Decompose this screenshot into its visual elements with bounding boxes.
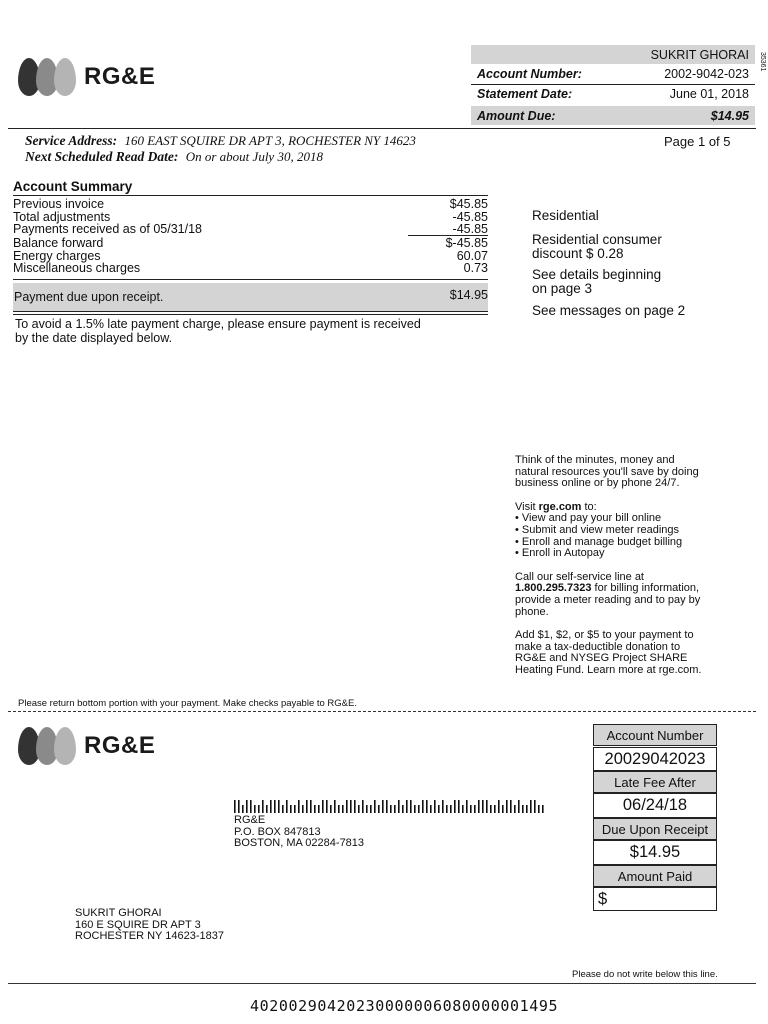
remit-line: BOSTON, MA 02284-7813: [234, 837, 365, 849]
amount-due-row: [471, 106, 755, 125]
read-date-line: [25, 149, 323, 165]
promo-line: RG&E and NYSEG Project SHARE: [515, 652, 688, 665]
leaf-icon: [16, 723, 80, 769]
due-top-rule: [13, 279, 488, 280]
summary-label: Miscellaneous charges: [13, 261, 141, 275]
customer-name-row: [471, 45, 755, 64]
leaf-icon: [16, 54, 80, 100]
summary-value: $-45.85: [445, 236, 488, 250]
tear-line: [8, 711, 756, 712]
promo-line: Heating Fund. Learn more at rge.com.: [515, 663, 702, 676]
account-summary-title: Account Summary: [13, 179, 133, 194]
brand-name: RG&E: [84, 63, 156, 90]
scanline-digits: 40200290420230000006080000001495: [250, 997, 559, 1015]
return-instruction: Please return bottom portion with your payment. Make checks payable to RG&E.: [18, 698, 357, 709]
rge-logo-stub: [16, 723, 155, 769]
side-note-line: Residential consumer: [532, 232, 662, 247]
side-note-line: on page 3: [532, 281, 593, 296]
stub-late-value: 06/24/18: [593, 793, 717, 818]
summary-label: Total adjustments: [13, 209, 111, 224]
account-number-value: 2002-9042-023: [664, 66, 749, 81]
service-address-value: 160 EAST SQUIRE DR APT 3, ROCHESTER NY 14623: [124, 133, 416, 148]
summary-row: [13, 223, 488, 235]
account-number-row: [471, 64, 755, 83]
side-note-messages: See messages on page 2: [532, 303, 686, 318]
website-link: rge.com: [538, 500, 582, 513]
read-date-value: On or about July 30, 2018: [185, 149, 323, 164]
amount-due-label: Amount Due:: [477, 108, 556, 123]
promo-bullet: • Submit and view meter readings: [515, 523, 680, 536]
stub-account-label: Account Number: [593, 724, 717, 746]
promo-line: natural resources you'll save by doing: [515, 465, 699, 478]
visit-line: Visit rge.com to:: [515, 500, 597, 513]
customer-line: 160 E SQUIRE DR APT 3: [75, 918, 201, 931]
summary-row: [13, 211, 488, 223]
customer-line: ROCHESTER NY 14623-1837: [75, 930, 224, 942]
remit-address: [234, 815, 364, 850]
side-note-line: discount $ 0.28: [532, 246, 624, 261]
summary-row: [13, 250, 488, 262]
customer-address: [75, 908, 224, 943]
promo-bullet: • Enroll and manage budget billing: [515, 535, 683, 548]
promo-line: provide a meter reading and to pay by: [515, 593, 701, 606]
side-code: 35361: [759, 52, 766, 72]
payment-due-row: [13, 283, 488, 311]
promo-line: make a tax-deductible donation to: [515, 640, 681, 653]
side-note-discount: [532, 233, 662, 261]
customer-line: SUKRIT GHORAI: [75, 907, 162, 919]
side-note-line: See details beginning: [532, 267, 662, 282]
phone-line: 1.800.295.7323 for billing information,: [515, 582, 700, 595]
amount-due-value: $14.95: [710, 108, 749, 123]
amount-paid-field[interactable]: $: [593, 887, 717, 911]
promo-line: phone.: [515, 605, 549, 618]
summary-value: $45.85: [449, 197, 488, 211]
page-number: Page 1 of 5: [664, 134, 731, 149]
summary-value: 60.07: [456, 248, 488, 263]
payment-due-value: $14.95: [449, 288, 488, 302]
due-bottom-rule-2: [13, 314, 488, 315]
side-note-residential: Residential: [532, 208, 599, 223]
summary-row: [13, 198, 488, 210]
statement-date-value: June 01, 2018: [669, 86, 749, 101]
due-bottom-rule: [13, 311, 488, 312]
read-date-label: Next Scheduled Read Date:: [25, 149, 179, 164]
promo-line: Add $1, $2, or $5 to your payment to: [515, 629, 694, 642]
stub-paid-label: Amount Paid: [593, 865, 717, 887]
summary-value: 0.73: [463, 261, 488, 275]
summary-row: [13, 237, 488, 249]
promo-block: [515, 455, 760, 677]
stub-late-label: Late Fee After: [593, 771, 717, 793]
summary-label: Previous invoice: [13, 197, 105, 211]
stub-due-value: $14.95: [593, 840, 717, 865]
phone-number: 1.800.295.7323: [515, 582, 592, 595]
statement-date-label: Statement Date:: [477, 86, 573, 101]
summary-label: Payments received as of 05/31/18: [13, 222, 203, 236]
footer-note: Please do not write below this line.: [572, 969, 718, 980]
postal-barcode-icon: [234, 800, 554, 814]
footer-rule: [8, 983, 756, 984]
summary-top-rule: [13, 195, 488, 196]
stub-account-value: 20029042023: [593, 747, 717, 771]
side-note-details: [532, 268, 661, 296]
remit-line: RG&E: [234, 814, 266, 826]
promo-bullet: • View and pay your bill online: [515, 512, 662, 525]
stub-due-label: Due Upon Receipt: [593, 818, 717, 840]
account-number-label: Account Number:: [477, 66, 582, 81]
summary-label: Energy charges: [13, 248, 101, 263]
header-rule: [8, 128, 756, 129]
remit-line: P.O. BOX 847813: [234, 825, 321, 838]
promo-line: Think of the minutes, money and: [515, 454, 675, 466]
customer-name: SUKRIT GHORAI: [650, 47, 749, 62]
statement-date-row: [471, 84, 755, 103]
payment-due-label: Payment due upon receipt.: [14, 290, 164, 304]
service-address-label: Service Address:: [25, 133, 118, 148]
promo-line: business online or by phone 24/7.: [515, 477, 680, 490]
late-fee-note: To avoid a 1.5% late payment charge, please ensure payment is received by the date displayed below.: [15, 317, 421, 345]
promo-line: Call our self-service line at: [515, 570, 644, 583]
promo-bullet: • Enroll in Autopay: [515, 547, 605, 560]
summary-value: -45.85: [452, 222, 488, 236]
brand-name: RG&E: [84, 732, 156, 759]
rge-logo: [16, 54, 155, 100]
summary-row: [13, 262, 488, 274]
summary-label: Balance forward: [13, 236, 104, 250]
summary-value: -45.85: [452, 209, 488, 224]
service-address-line: [25, 133, 416, 149]
